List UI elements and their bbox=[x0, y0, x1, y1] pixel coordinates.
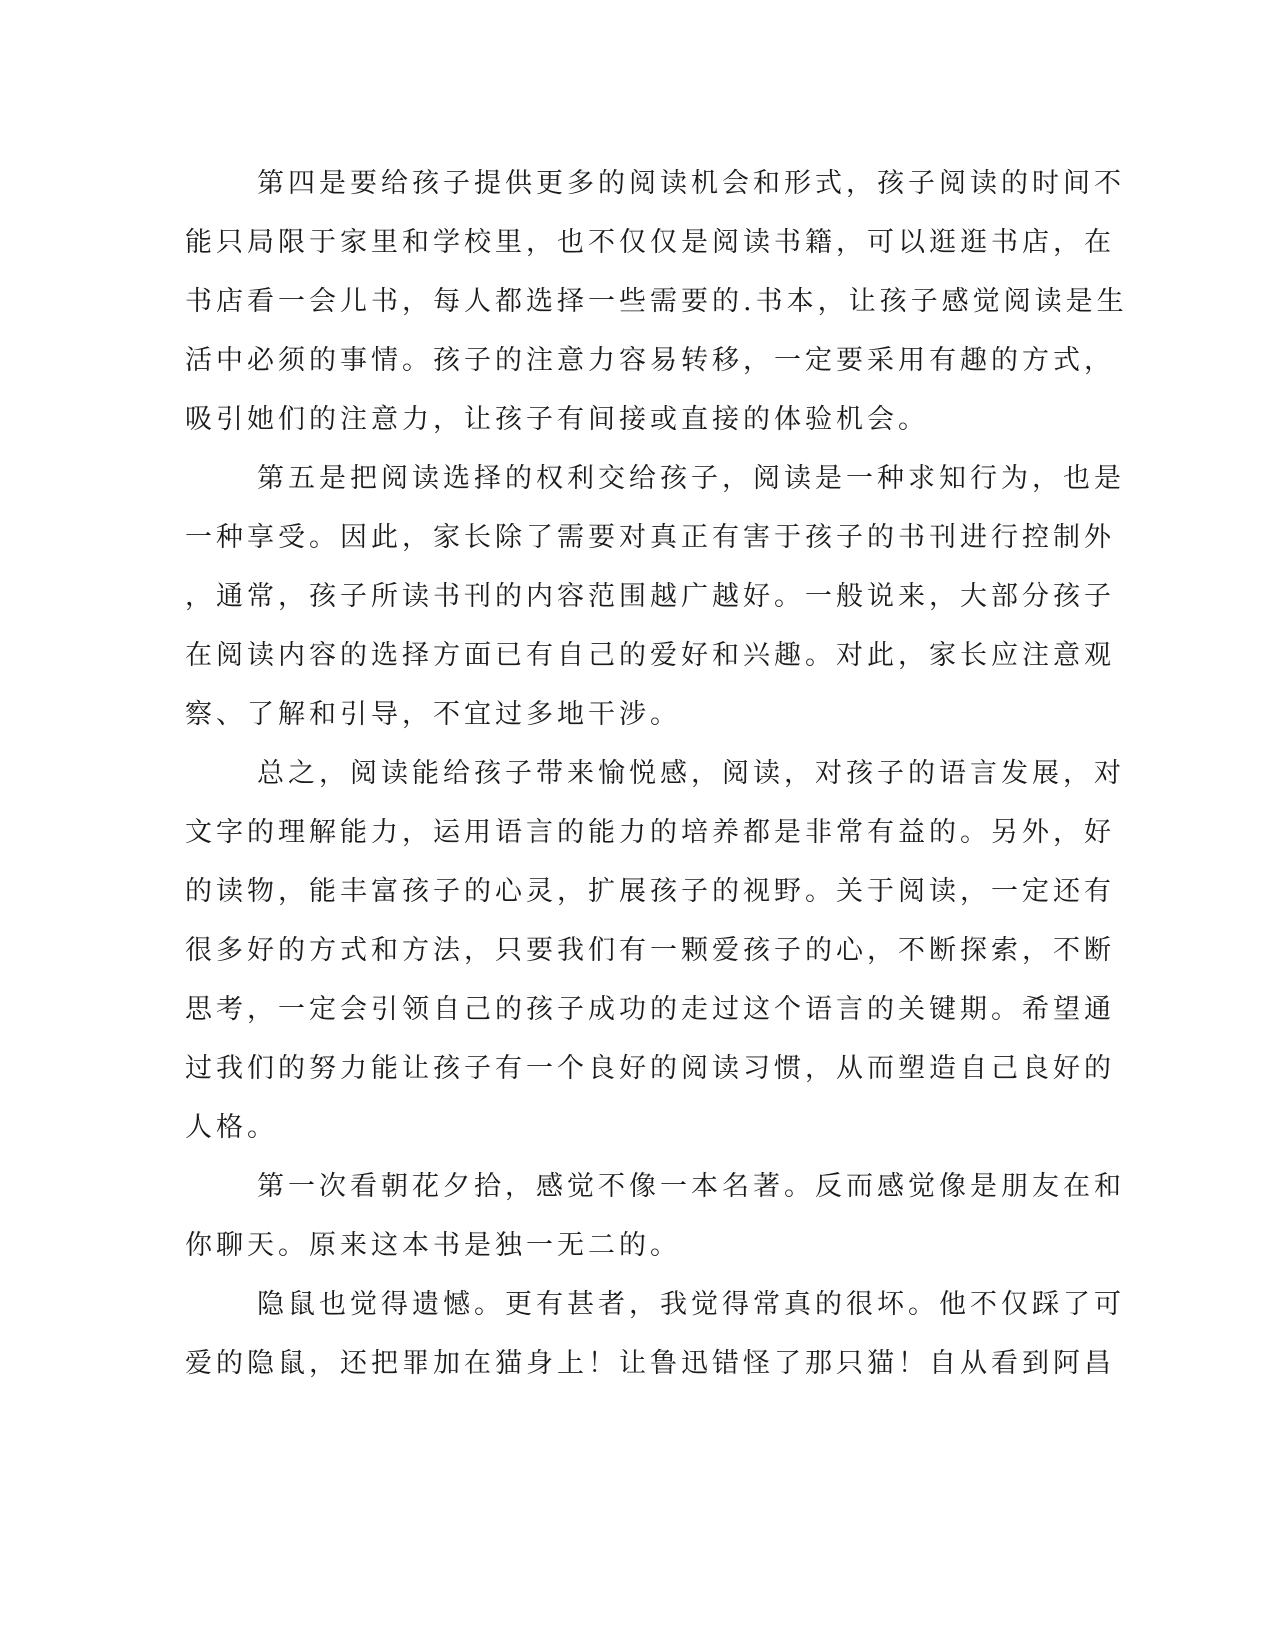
text-line: 隐鼠也觉得遗憾。更有甚者，我觉得常真的很坏。他不仅踩了可 bbox=[257, 1289, 1125, 1320]
text-line: 能只局限于家里和学校里，也不仅仅是阅读书籍，可以逛逛书店，在 bbox=[185, 227, 1115, 258]
text-line: 过我们的努力能让孩子有一个良好的阅读习惯，从而塑造自己良好的 bbox=[185, 1053, 1115, 1084]
text-line: 很多好的方式和方法，只要我们有一颗爱孩子的心，不断探索，不断 bbox=[185, 935, 1115, 966]
text-line: 第四是要给孩子提供更多的阅读机会和形式，孩子阅读的时间不 bbox=[257, 168, 1125, 199]
text-line: 一种享受。因此，家长除了需要对真正有害于孩子的书刊进行控制外 bbox=[185, 522, 1115, 553]
text-line: 你聊天。原来这本书是独一无二的。 bbox=[185, 1230, 681, 1261]
text-line: 第五是把阅读选择的权利交给孩子，阅读是一种求知行为，也是 bbox=[257, 463, 1125, 494]
text-line: 察、了解和引导，不宜过多地干涉。 bbox=[185, 699, 681, 730]
text-line: 第一次看朝花夕拾，感觉不像一本名著。反而感觉像是朋友在和 bbox=[257, 1171, 1125, 1202]
text-line: 在阅读内容的选择方面已有自己的爱好和兴趣。对此，家长应注意观 bbox=[185, 640, 1115, 671]
text-line: 思考，一定会引领自己的孩子成功的走过这个语言的关键期。希望通 bbox=[185, 994, 1115, 1025]
text-line: 吸引她们的注意力，让孩子有间接或直接的体验机会。 bbox=[185, 404, 929, 435]
text-line: 书店看一会儿书，每人都选择一些需要的.书本，让孩子感觉阅读是生 bbox=[185, 286, 1128, 317]
text-line: 爱的隐鼠，还把罪加在猫身上！让鲁迅错怪了那只猫！自从看到阿昌 bbox=[185, 1348, 1115, 1379]
document-body bbox=[185, 154, 1128, 1393]
text-line: 人格。 bbox=[185, 1112, 278, 1143]
text-line: 活中必须的事情。孩子的注意力容易转移，一定要采用有趣的方式， bbox=[185, 345, 1115, 376]
text-line: 的读物，能丰富孩子的心灵，扩展孩子的视野。关于阅读，一定还有 bbox=[185, 876, 1115, 907]
text-line: 总之，阅读能给孩子带来愉悦感，阅读，对孩子的语言发展，对 bbox=[257, 758, 1125, 789]
text-line: ，通常，孩子所读书刊的内容范围越广越好。一般说来，大部分孩子 bbox=[185, 581, 1115, 612]
text-line: 文字的理解能力，运用语言的能力的培养都是非常有益的。另外，好 bbox=[185, 817, 1115, 848]
